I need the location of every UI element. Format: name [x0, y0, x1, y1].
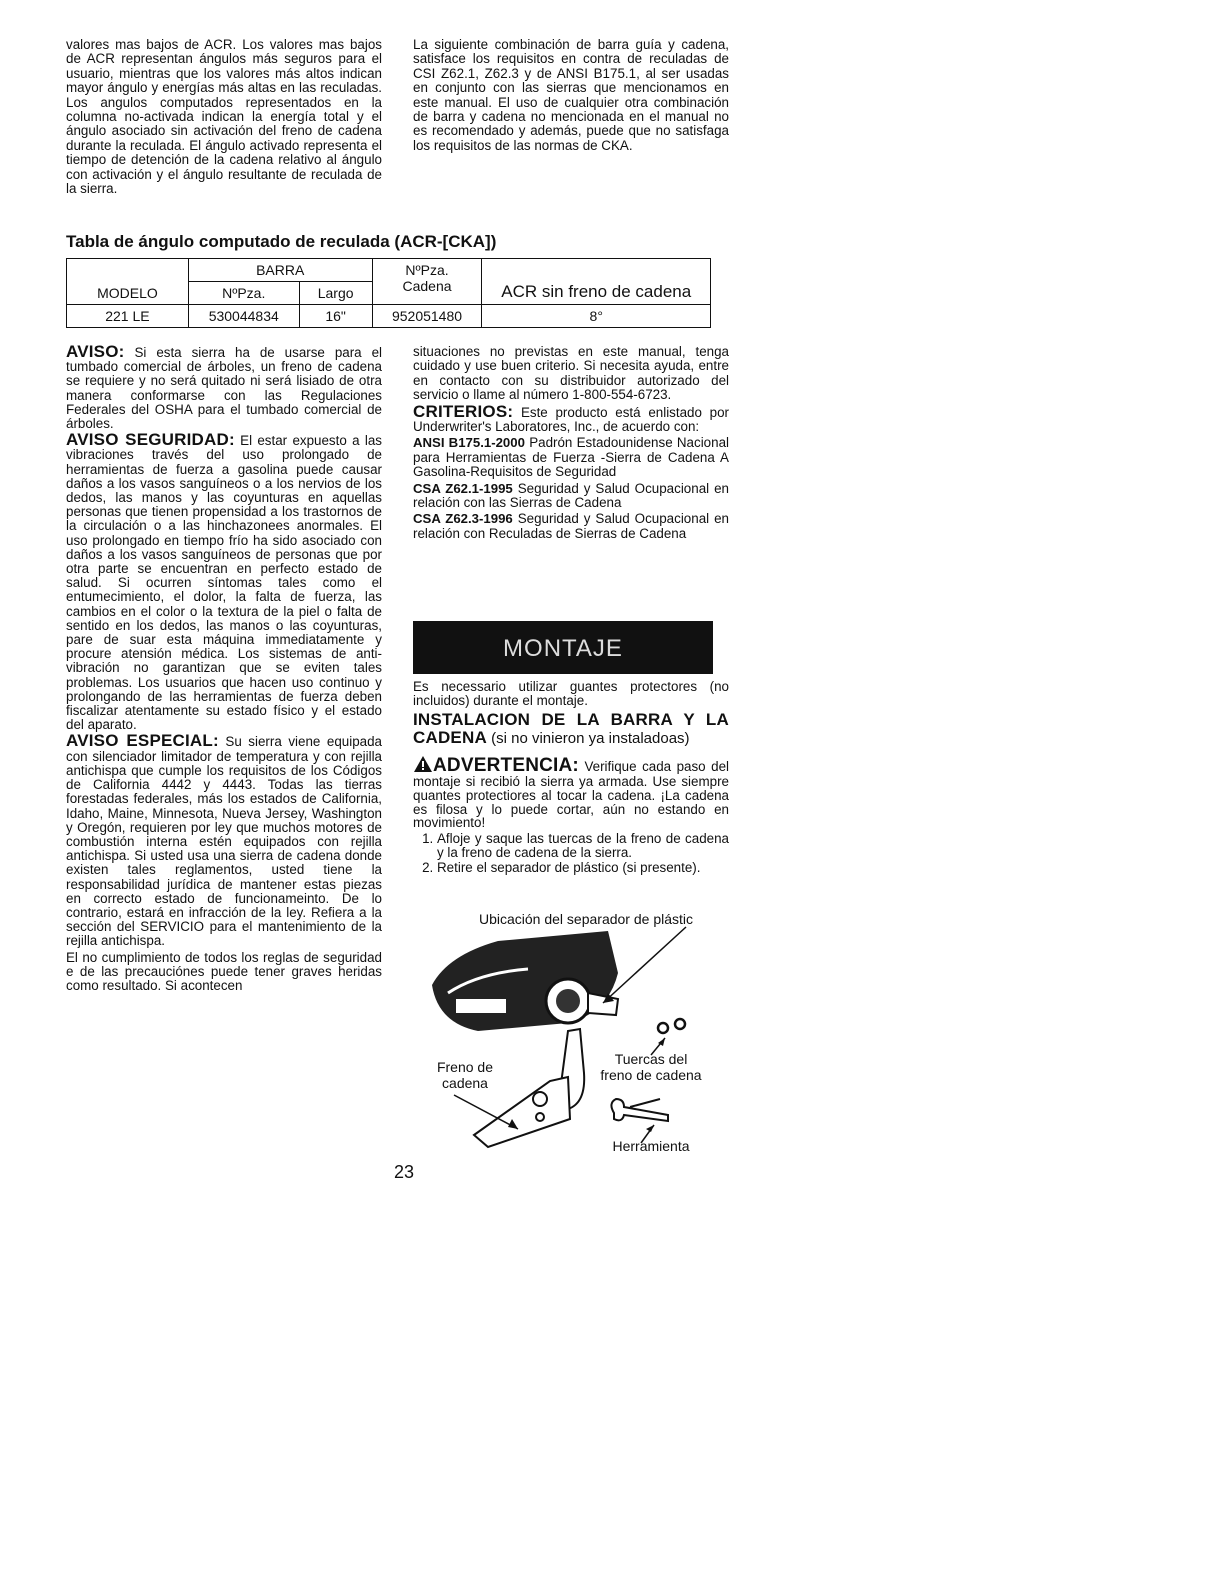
aviso-especial-text: Su sierra viene equipada con silenciador limitador de temperatura y con rejilla antichispa que cumple los requisitos de los Códigos de California 4442 y 4443. Todas las tierras forestadas federales, más los estados de California, Idaho, Maine, Minnesota, Nueva Jersey, Washington y Oregón, requieren por ley que muchos motores de combustión interna estén equipados con rejilla antichispa. Si usted usa una sierra de cadena donde existen tales reglamentos, usted tiene la responsabilidad jurídica de mantener estas piezas en correcto estado de funcionameinto. De lo contrario, estará en infracción de la ley. Refiera a la sección del SERVICIO para el mantenimiento de la rejilla antichispa. [66, 734, 382, 949]
warning-triangle-icon [413, 755, 433, 776]
acr-explanation-paragraph: valores mas bajos de ACR. Los valores mas bajos de ACR representan ángulos más seguros para el usuario, mientras que los valores más altos indican mayor ángulo y energías más altas en las reculadas. Los angulos computados representados en la columna no-activada indican la energía total y el ángulo asociado sin activación del freno de cadena durante la reculada. El ángulo activado representa el tiempo de detención de la cadena relativo al ángulo con activación y el ángulo resultante de reculada de la sierra. [66, 37, 382, 197]
list-item: 2. Retire el separador de plástico (si presente). [437, 861, 729, 875]
steps-list [413, 832, 729, 875]
bar-chain-combination-paragraph: La siguiente combinación de barra guía y cadena, satisface los requisitos en contra de reculadas de CSI Z62.1, Z62.3 y de ANSI B175.1, al ser usadas en conjunto con las sierras que mencionamos en este manual. El uso de cualquier otra combinación de barra y cadena no mencionada en el manual no es recomendado y además, puede que no satisfaga los requisitos de las normas de CKA. [413, 37, 729, 153]
chainsaw-illustration [418, 903, 718, 1163]
freno-label-line-2: cadena [442, 1075, 488, 1091]
cell-modelo: 221 LE [67, 305, 189, 328]
table-header-cadena [372, 259, 482, 305]
standard-ansi [413, 436, 729, 479]
standard-csa-z621-code: CSA Z62.1-1995 [413, 480, 513, 496]
acr-table-title: Tabla de ángulo computado de reculada (ACR-[CKA]) [66, 232, 497, 251]
guantes-paragraph: Es necessario utilizar guantes protectores (no incluidos) durante el montaje. [413, 679, 729, 709]
acr-table [66, 258, 711, 328]
standard-csa-z621 [413, 482, 729, 511]
aviso-paragraph [66, 342, 382, 432]
aviso-seguridad-lead: AVISO SEGURIDAD: [66, 430, 235, 450]
right-main-column [413, 345, 729, 543]
standard-csa-z623-text: Seguridad y Salud Ocupacional en relación con Reculadas de Sierras de Cadena [413, 511, 729, 541]
instalacion-lead: INSTALACION DE LA BARRA Y LA CADENA [413, 709, 729, 747]
table-header-npza: NºPza. [188, 282, 299, 305]
instalacion-heading [413, 711, 729, 747]
standard-csa-z623-code: CSA Z62.3-1996 [413, 511, 513, 527]
intro-right-column [413, 38, 729, 153]
list-item: 1. Afloje y saque las tuercas de la freno de cadena y la freno de cadena de la sierra. [437, 832, 729, 861]
table-header-modelo: MODELO [67, 282, 189, 305]
advertencia-text: Verifique cada paso del montaje si recibió la sierra ya armada. Use siempre quantes protectiores al tocar la cadena. ¡La cadena es filosa y lo puede cortar, aún no estando en movimiento! [413, 758, 729, 831]
freno-label [420, 1059, 510, 1091]
table-header-modelo-top [67, 259, 189, 282]
aviso-seguridad-text: El estar expuesto a las vibraciones través del uso prolongado de herramientas de fuerza a gasolina puede causar daños a los vasos sanguíneos o a los nervios de los dedos, las manos y las coyunturas en aquellas personas que tienen propensidad a los trastornos de la circulación o a las hinchazonees anormales. El uso prolongado en tiempo frío ha sido asociado con daños a los vasos sanguíneos de personas que por otra parte se encuentran en perfecto estado de salud. Si ocurren síntomas tales como el entumecimiento, el dolor, la falta de fuerza, las cambios en el color o la textura de la piel o falta de sentido en los dedos, las manos o las coyunturas, pare de suar esta máquina immediatamente y procure atensión médica. Los sistemas de anti-vibración no garantizan que se eviten tales problemas. Los usuarios que hacen uso continuo y prolongando de las herramientas de fuerza deben fiscalizar atentamente su estado físico y el estado del aparato. [66, 433, 382, 733]
figure-caption: Ubicación del separador de plástic [478, 911, 693, 927]
advertencia-lead: ADVERTENCIA: [433, 754, 579, 776]
cumplimiento-paragraph: El no cumplimiento de todos los reglas de seguridad e de las precauciónes puede tener graves heridas como resultado. Si acontecen [66, 949, 382, 993]
table-header-largo: Largo [299, 282, 372, 305]
tuercas-label-line-2: freno de cadena [600, 1067, 702, 1083]
standard-csa-z623 [413, 512, 729, 541]
aviso-especial-paragraph [66, 731, 382, 949]
instalacion-text: (si no vinieron ya instaladoas) [486, 729, 690, 747]
aviso-seguridad-paragraph [66, 430, 382, 733]
herramienta-label: Herramienta [612, 1138, 690, 1154]
standard-csa-z621-text: Seguridad y Salud Ocupacional en relación con las Sierras de Cadena [413, 480, 729, 511]
situaciones-paragraph: situaciones no previstas en este manual, tenga cuidado y use buen criterio. Si necesita ayuda, entre en contacto con su distribuidor autorizado del servicio o llame al número 1-800-554-6723. [413, 344, 729, 403]
criterios-paragraph [413, 401, 729, 435]
criterios-lead: CRITERIOS: [413, 401, 514, 421]
cell-acr: 8° [482, 305, 711, 328]
table-row [67, 305, 711, 328]
table-header-row [67, 259, 711, 282]
criterios-text: Este producto está enlistado por Underwriter's Laboratores, Inc., de acuerdo con: [413, 404, 729, 435]
cell-barra-npza: 530044834 [188, 305, 299, 328]
chain-brake-figure [418, 903, 718, 1163]
left-main-column [66, 342, 382, 995]
cell-cadena: 952051480 [372, 305, 482, 328]
tuercas-label-line-1: Tuercas del [614, 1051, 688, 1067]
standard-ansi-code: ANSI B175.1-2000 [413, 435, 525, 451]
freno-label-line-1: Freno de [436, 1059, 494, 1075]
montaje-banner: MONTAJE [413, 621, 713, 674]
cell-largo: 16" [299, 305, 372, 328]
tuercas-label [586, 1051, 716, 1083]
table-header-cadena-label: Cadena [402, 278, 452, 294]
advertencia-paragraph [413, 755, 729, 830]
standard-ansi-text: Padrón Estadounidense Nacional para Herramientas de Fuerza -Sierra de Cadena A Gasolina-Requisitos de Seguridad [413, 435, 729, 480]
aviso-text: Si esta sierra ha de usarse para el tumbado comercial de árboles, un freno de cadena se requiere y no será quitado ni será lisiado de otra manera conformarse con las Regulaciones Federales del OSHA para el tumbado comercial de árboles. [66, 345, 382, 432]
aviso-lead: AVISO: [66, 342, 125, 361]
table-header-acr: ACR sin freno de cadena [482, 259, 711, 305]
intro-left-column [66, 38, 382, 196]
aviso-especial-lead: AVISO ESPECIAL: [66, 731, 219, 751]
table-header-cadena-npza: NºPza. [405, 262, 449, 278]
montaje-column [413, 680, 729, 875]
page-number: 23 [394, 1162, 415, 1182]
table-header-barra: BARRA [188, 259, 372, 282]
